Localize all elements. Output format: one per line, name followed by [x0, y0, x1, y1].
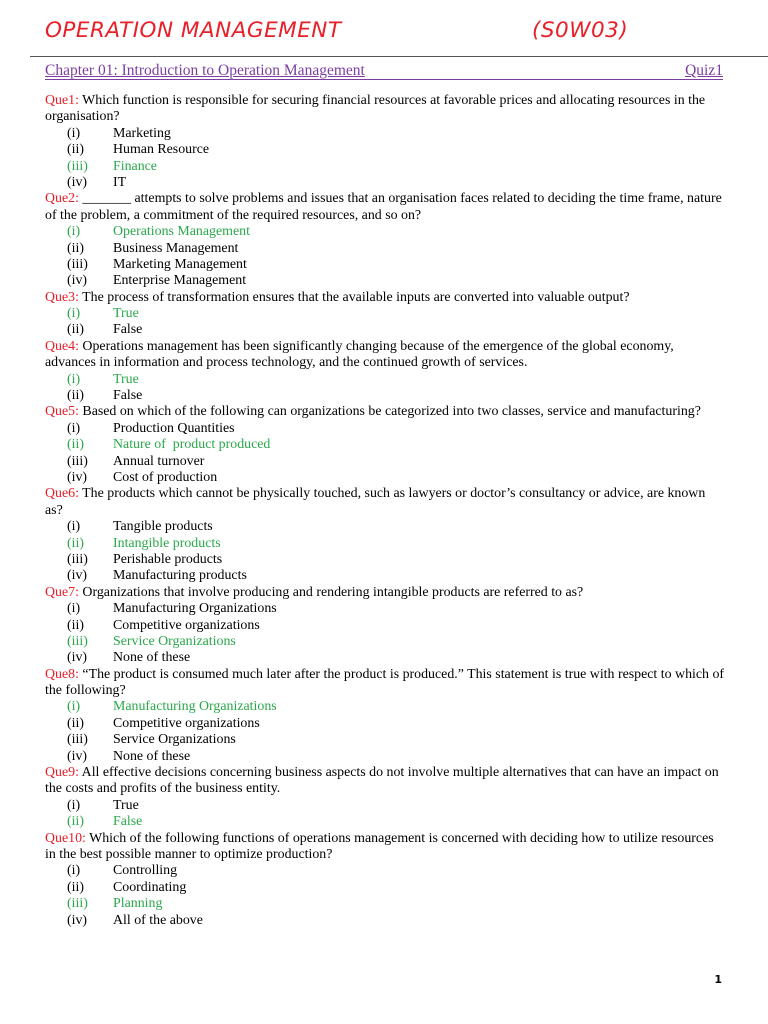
option-number: (i): [67, 420, 81, 436]
answer-option-correct: [45, 159, 725, 175]
option-number: (i): [67, 863, 81, 879]
answer-option-correct: [45, 634, 725, 650]
option-text: Service Organizations: [113, 732, 236, 748]
question-line: _______ attempts to solve problems and issues that an organisation faces related to deciding the time frame, nature: [78, 191, 722, 207]
question-text: [45, 404, 725, 420]
question-line: advances in information and process technology, and the continued growth of services.: [45, 355, 528, 371]
option-number: (i): [67, 125, 81, 141]
question-line: organisation?: [45, 109, 120, 125]
answer-option: [45, 650, 725, 666]
option-number: (i): [67, 601, 81, 617]
question: [45, 404, 725, 486]
answer-option: [45, 142, 725, 158]
option-text: Annual turnover: [113, 453, 205, 469]
answer-option-correct: [45, 896, 725, 912]
answer-option: [45, 322, 725, 338]
question: [45, 667, 725, 765]
option-number: (i): [67, 519, 81, 535]
question-line: Based on which of the following can organizations be categorized into two classes, service and manufacturing?: [78, 404, 701, 420]
option-text: Marketing: [113, 125, 171, 141]
answer-option: [45, 126, 725, 142]
option-text: Manufacturing Organizations: [113, 699, 277, 715]
question-line: Which of the following functions of operations management is concerned with deciding how to utilize resources: [85, 830, 714, 846]
option-text: Intangible products: [113, 535, 221, 551]
option-text: False: [113, 388, 143, 404]
option-number: (i): [67, 224, 81, 240]
question-number: Que8:: [45, 666, 79, 682]
answer-option: [45, 618, 725, 634]
answer-option: [45, 601, 725, 617]
option-number: (iv): [67, 748, 88, 764]
question-number: Que7:: [45, 584, 79, 600]
option-number: (iv): [67, 174, 88, 190]
answer-option: [45, 519, 725, 535]
answer-option: [45, 552, 725, 568]
answer-option-correct: [45, 699, 725, 715]
question-number: Que2:: [45, 191, 79, 207]
option-text: Finance: [113, 158, 157, 174]
answer-option: [45, 421, 725, 437]
answer-option: [45, 863, 725, 879]
option-text: IT: [113, 174, 127, 190]
question-line: Operations management has been significantly changing because of the emergence of the global economy,: [78, 338, 674, 354]
question-line: The products which cannot be physically touched, such as lawyers or doctor’s consultancy or advice, are known: [78, 486, 706, 502]
option-number: (ii): [67, 715, 84, 731]
option-text: True: [113, 797, 139, 813]
option-number: (iii): [67, 551, 88, 567]
option-number: (ii): [67, 388, 84, 404]
question-number: Que10:: [45, 830, 86, 846]
answer-option-correct: [45, 224, 725, 240]
page-number: 1: [714, 973, 722, 986]
option-number: (iv): [67, 273, 88, 289]
option-text: Nature of product produced: [113, 437, 271, 453]
question: [45, 486, 725, 584]
answer-option: [45, 454, 725, 470]
answer-option: [45, 798, 725, 814]
option-text: Tangible products: [113, 519, 213, 535]
option-text: Competitive organizations: [113, 617, 260, 633]
question: [45, 831, 725, 929]
chapter-underline: [45, 79, 723, 80]
question-text: [45, 667, 725, 683]
option-number: (ii): [67, 437, 84, 453]
answer-option: [45, 913, 725, 929]
answer-option: [45, 257, 725, 273]
option-text: All of the above: [113, 912, 203, 928]
option-text: Enterprise Management: [113, 273, 247, 289]
question-text: [45, 486, 725, 502]
option-text: Manufacturing products: [113, 568, 247, 584]
chapter-title: Chapter 01: Introduction to Operation Management: [45, 62, 365, 79]
answer-option: [45, 880, 725, 896]
question-text: [45, 290, 725, 306]
option-text: True: [113, 371, 139, 387]
answer-option: [45, 241, 725, 257]
question: [45, 93, 725, 191]
question-text: [45, 585, 725, 601]
option-number: (i): [67, 699, 81, 715]
question-list: [45, 93, 725, 929]
option-number: (ii): [67, 142, 84, 158]
option-text: None of these: [113, 650, 191, 666]
question-line: All effective decisions concerning business aspects do not involve multiple alternatives that can have an impact on: [78, 765, 719, 781]
answer-option-correct: [45, 306, 725, 322]
answer-option: [45, 716, 725, 732]
option-text: Manufacturing Organizations: [113, 601, 277, 617]
question-text: [45, 765, 725, 781]
question-number: Que1:: [45, 93, 79, 108]
option-text: Service Organizations: [113, 633, 236, 649]
chapter-heading: [45, 62, 723, 83]
option-number: (ii): [67, 535, 84, 551]
question: [45, 339, 725, 405]
question-line: the following?: [45, 683, 126, 699]
question-text-continued: [45, 355, 725, 371]
answer-option: [45, 388, 725, 404]
option-number: (ii): [67, 240, 84, 256]
question-number: Que4:: [45, 338, 79, 354]
option-text: Controlling: [113, 863, 178, 879]
option-text: Competitive organizations: [113, 715, 260, 731]
option-text: Operations Management: [113, 224, 250, 240]
option-text: False: [113, 814, 143, 830]
answer-option: [45, 470, 725, 486]
answer-option-correct: [45, 372, 725, 388]
option-number: (iii): [67, 896, 88, 912]
course-code: (S0W03): [532, 18, 629, 43]
question: [45, 191, 725, 289]
option-text: Business Management: [113, 240, 239, 256]
option-text: Marketing Management: [113, 256, 247, 272]
option-number: (i): [67, 371, 81, 387]
option-number: (ii): [67, 617, 84, 633]
answer-option: [45, 175, 725, 191]
question-line: as?: [45, 502, 63, 518]
question-text-continued: [45, 781, 725, 797]
question-text-continued: [45, 109, 725, 125]
question-number: Que5:: [45, 404, 79, 420]
question: [45, 290, 725, 339]
quiz-label: Quiz1: [685, 62, 723, 79]
option-text: True: [113, 306, 139, 322]
question: [45, 585, 725, 667]
question-line: of the problem, a commitment of the required resources, and so on?: [45, 207, 422, 223]
option-text: Human Resource: [113, 142, 210, 158]
option-number: (iv): [67, 650, 88, 666]
question-text: [45, 191, 725, 207]
question-text: [45, 93, 725, 109]
question-text-continued: [45, 847, 725, 863]
option-number: (i): [67, 306, 81, 322]
answer-option: [45, 749, 725, 765]
course-title: OPERATION MANAGEMENT: [45, 18, 342, 43]
question-line: the costs and profits of the business entity.: [45, 781, 281, 797]
question: [45, 765, 725, 831]
question-line: “The product is consumed much later after the product is produced.” This statement is true with respect to which of: [78, 666, 725, 682]
option-number: (iii): [67, 633, 88, 649]
option-text: Coordinating: [113, 879, 187, 895]
option-text: Cost of production: [113, 469, 218, 485]
option-number: (i): [67, 797, 81, 813]
question-text-continued: [45, 208, 725, 224]
option-text: Planning: [113, 896, 163, 912]
option-number: (iv): [67, 469, 88, 485]
question-number: Que9:: [45, 765, 79, 781]
document-header: [45, 18, 735, 52]
option-number: (iii): [67, 158, 88, 174]
question-number: Que3:: [45, 289, 79, 305]
question-number: Que6:: [45, 486, 79, 502]
option-number: (iv): [67, 912, 88, 928]
option-text: None of these: [113, 748, 191, 764]
answer-option: [45, 568, 725, 584]
question-text: [45, 339, 725, 355]
option-number: (iii): [67, 732, 88, 748]
option-number: (ii): [67, 814, 84, 830]
question-line: in the best possible manner to optimize production?: [45, 846, 333, 862]
question-text: [45, 831, 725, 847]
option-number: (ii): [67, 322, 84, 338]
option-text: Production Quantities: [113, 420, 235, 436]
answer-option: [45, 273, 725, 289]
answer-option: [45, 732, 725, 748]
option-number: (iii): [67, 453, 88, 469]
option-text: False: [113, 322, 143, 338]
answer-option-correct: [45, 437, 725, 453]
answer-option-correct: [45, 536, 725, 552]
question-text-continued: [45, 683, 725, 699]
question-text-continued: [45, 503, 725, 519]
option-number: (iv): [67, 568, 88, 584]
option-number: (iii): [67, 256, 88, 272]
option-text: Perishable products: [113, 551, 223, 567]
question-line: The process of transformation ensures that the available inputs are converted into valuable output?: [78, 289, 630, 305]
option-number: (ii): [67, 879, 84, 895]
question-line: Organizations that involve producing and rendering intangible products are referred to as?: [78, 584, 584, 600]
header-divider: [30, 56, 768, 57]
question-line: Which function is responsible for securing financial resources at favorable prices and allocating resources in the: [78, 93, 706, 108]
answer-option-correct: [45, 814, 725, 830]
